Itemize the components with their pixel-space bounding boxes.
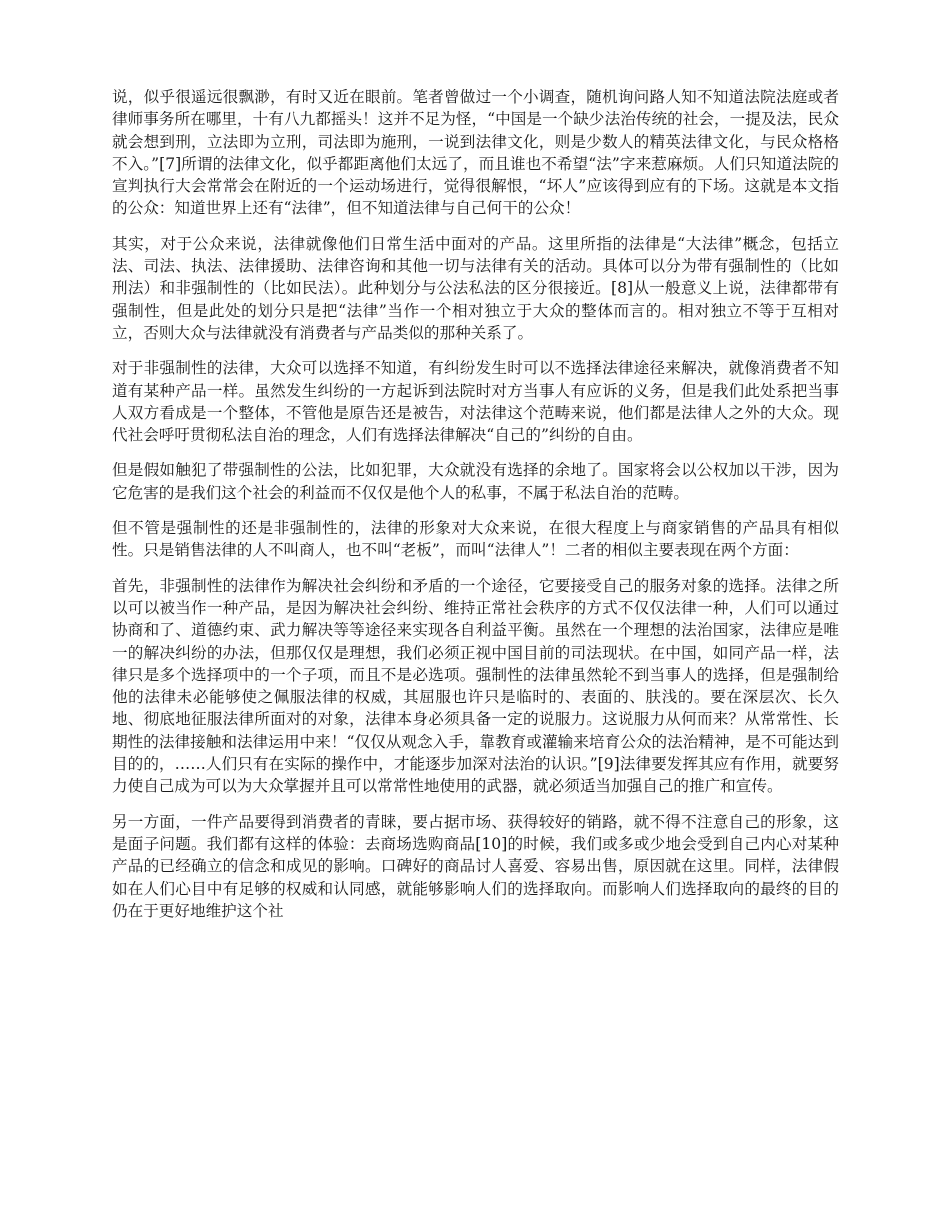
paragraph-1: 说，似乎很遥远很飘渺，有时又近在眼前。笔者曾做过一个小调查，随机询问路人知不知道法院法庭或者律师事务所在哪里，十有八九都摇头！这并不足为怪，“中国是一个缺少法治传统的社会，一提及法，民众就会想到刑，立法即为立刑，司法即为施刑，一说到法律文化，则是少数人的精英法律文化，与民众格格不入。”[7]所谓的法律文化，似乎都距离他们太远了，而且谁也不希望“法”字来惹麻烦。人们只知道法院的宣判执行大会常常会在附近的一个运动场进行，觉得很解恨，“坏人”应该得到应有的下场。这就是本文指的公众：知道世界上还有“法律”，但不知道法律与自己何干的公众！ xyxy=(112,88,839,218)
document-body xyxy=(112,86,839,935)
paragraph-2: 其实，对于公众来说，法律就像他们日常生活中面对的产品。这里所指的法律是“大法律”概念，包括立法、司法、执法、法律援助、法律咨询和其他一切与法律有关的活动。具体可以分为带有强制性的（比如刑法）和非强制性的（比如民法）。此种划分与公法私法的区分很接近。[8]从一般意义上说，法律都带有强制性，但是此处的划分只是把“法律”当作一个相对独立于大众的整体而言的。相对独立不等于互相对立，否则大众与法律就没有消费者与产品类似的那种关系了。 xyxy=(112,234,839,342)
paragraph-7: 另一方面，一件产品要得到消费者的青睐，要占据市场、获得较好的销路，就不得不注意自己的形象，这是面子问题。我们都有这样的体验：去商场选购商品[10]的时候，我们或多或少地会受到自己内心对某种产品的已经确立的信念和成见的影响。口碑好的商品讨人喜爱、容易出售，原因就在这里。同样，法律假如在人们心目中有足够的权威和认同感，就能够影响人们的选择取向。而影响人们选择取向的最终的目的仍在于更好地维护这个社 xyxy=(112,812,839,920)
paragraph-4: 但是假如触犯了带强制性的公法，比如犯罪，大众就没有选择的余地了。国家将会以公权加以干涉，因为它危害的是我们这个社会的利益而不仅仅是他个人的私事，不属于私法自治的范畴。 xyxy=(112,461,839,502)
paragraph-5: 但不管是强制性的还是非强制性的，法律的形象对大众来说，在很大程度上与商家销售的产品具有相似性。只是销售法律的人不叫商人，也不叫“老板”，而叫“法律人”！二者的相似主要表现在两个方面： xyxy=(112,519,839,560)
paragraph-6: 首先，非强制性的法律作为解决社会纠纷和矛盾的一个途径，它要接受自己的服务对象的选择。法律之所以可以被当作一种产品，是因为解决社会纠纷、维持正常社会秩序的方式不仅仅法律一种，人们可以通过协商和了、道德约束、武力解决等等途径来实现各自利益平衡。虽然在一个理想的法治国家，法律应是唯一的解决纠纷的办法，但那仅仅是理想，我们必须正视中国目前的司法现状。在中国，如同产品一样，法律只是多个选择项中的一个子项，而且不是必选项。强制性的法律虽然轮不到当事人的选择，但是强制给他的法律未必能够使之佩服法律的权威，其屈服也许只是临时的、表面的、肤浅的。要在深层次、长久地、彻底地征服法律所面对的对象，法律本身必须具备一定的说服力。这说服力从何而来？从常常性、长期性的法律接触和法律运用中来！“仅仅从观念入手，靠教育或灌输来培育公众的法治精神，是不可能达到目的的，……人们只有在实际的操作中，才能逐步加深对法治的认识。”[9]法律要发挥其应有作用，就要努力使自己成为可以为大众掌握并且可以常常性地使用的武器，就必须适当加强自己的推广和宣传。 xyxy=(112,576,839,796)
paragraph-3: 对于非强制性的法律，大众可以选择不知道，有纠纷发生时可以不选择法律途径来解决，就像消费者不知道有某种产品一样。虽然发生纠纷的一方起诉到法院时对方当事人有应诉的义务，但是我们此处系把当事人双方看成是一个整体，不管他是原告还是被告，对法律这个范畴来说，他们都是法律人之外的大众。现代社会呼吁贯彻私法自治的理念，人们有选择法律解决“自己的”纠纷的自由。 xyxy=(112,359,839,445)
